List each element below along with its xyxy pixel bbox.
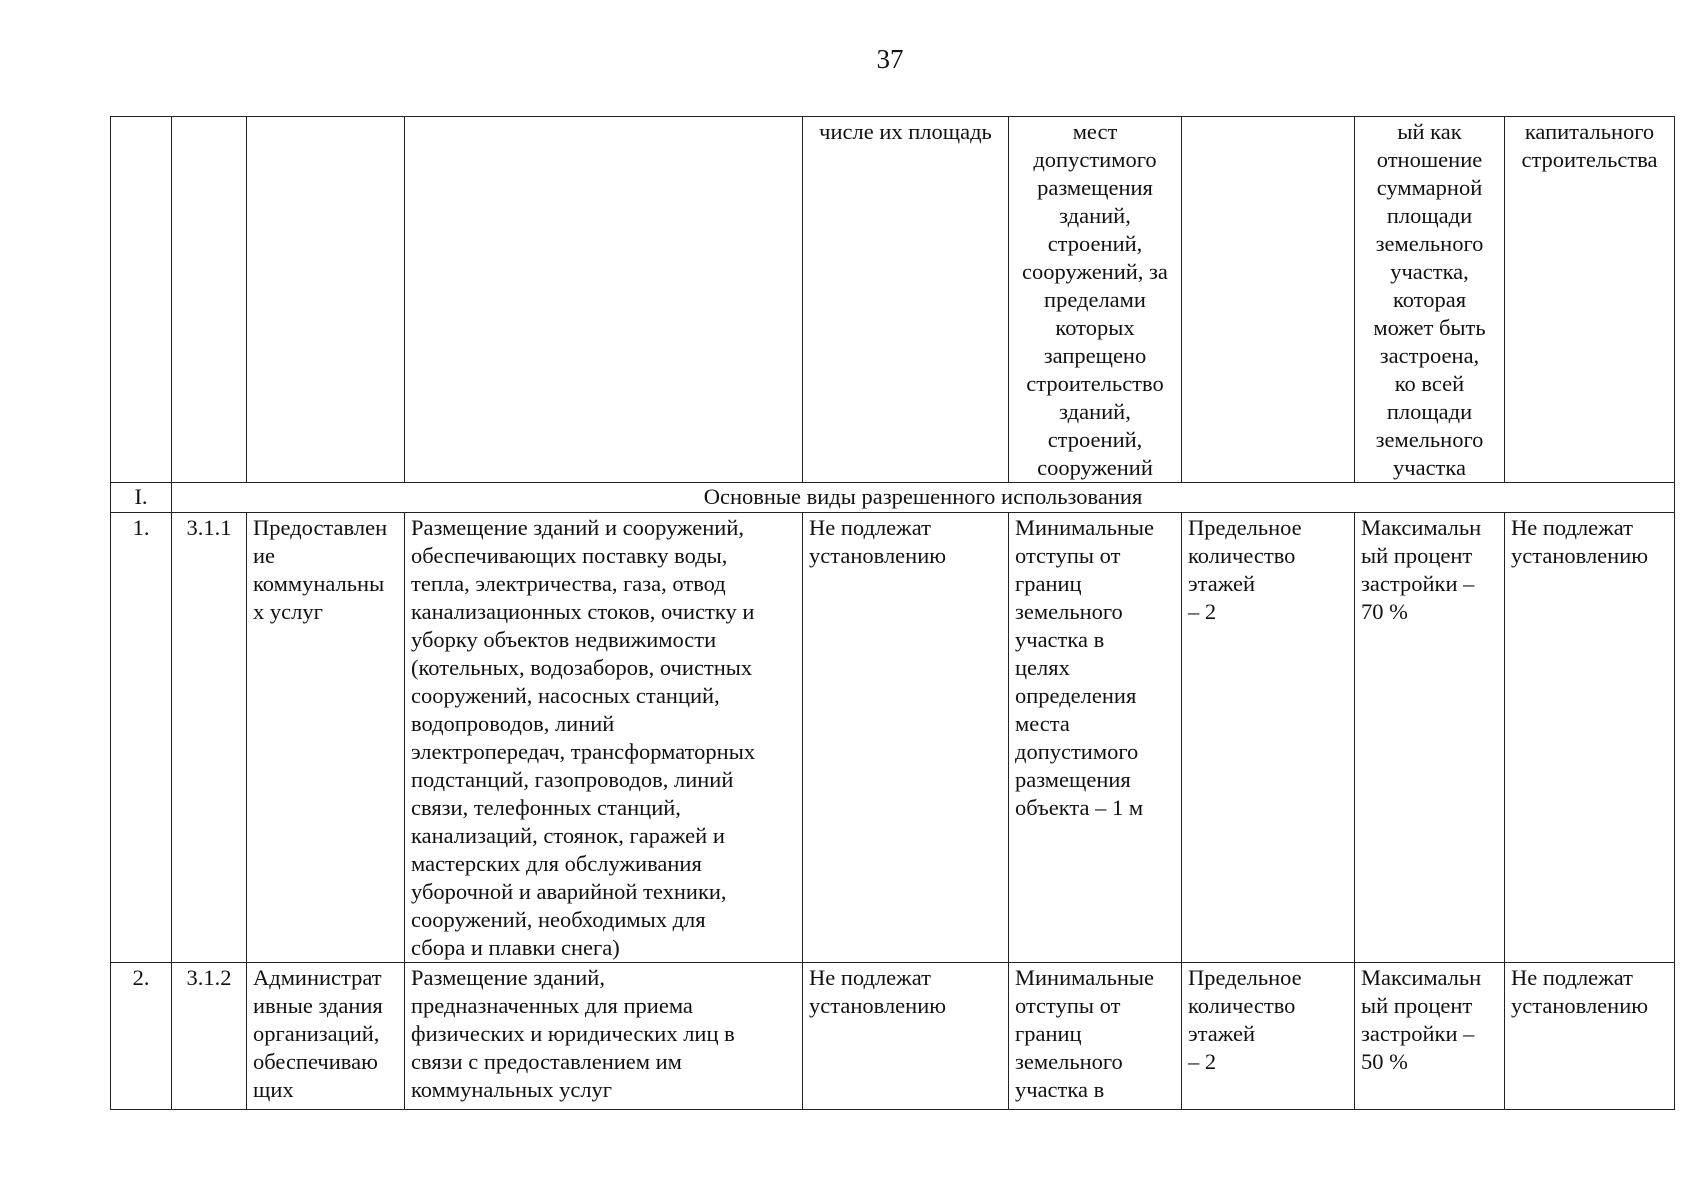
row-setbacks: Минимальные отступы от границ земельного участка в: [1009, 963, 1182, 1110]
row-setbacks: Минимальные отступы от границ земельного участка в целях определения места допустимого размещения объекта – 1 м: [1009, 513, 1182, 963]
header-continuation-row: [111, 117, 1675, 483]
header-cell-floors: [1182, 117, 1355, 483]
section-number: I.: [111, 483, 172, 513]
row-name: Администрат ивные здания организаций, обеспечиваю щих: [247, 963, 405, 1110]
table-row: [111, 513, 1675, 963]
row-coverage: Максимальн ый процент застройки – 50 %: [1355, 963, 1505, 1110]
page-number: 37: [876, 44, 904, 74]
row-name: Предоставлен ие коммунальны х услуг: [247, 513, 405, 963]
row-number: 2.: [111, 963, 172, 1110]
row-area: Не подлежат установлению: [803, 513, 1009, 963]
header-cell-other: капитального строительства: [1505, 117, 1675, 483]
row-description: Размещение зданий, предназначенных для приема физических и юридических лиц в связи с предоставлением им коммунальных услуг: [405, 963, 803, 1110]
row-number: 1.: [111, 513, 172, 963]
section-row: [111, 483, 1675, 513]
header-cell-coverage: ый как отношение суммарной площади земельного участка, которая может быть застроена, ко всей площади земельного участка: [1355, 117, 1505, 483]
row-floors: Предельное количество этажей – 2: [1182, 513, 1355, 963]
row-other: Не подлежат установлению: [1505, 513, 1675, 963]
table-row: [111, 963, 1675, 1110]
regulations-table: [110, 116, 1675, 1110]
header-cell-name: [247, 117, 405, 483]
header-cell-num: [111, 117, 172, 483]
header-cell-code: [172, 117, 247, 483]
row-description: Размещение зданий и сооружений, обеспечивающих поставку воды, тепла, электричества, газа, отвод канализационных стоков, очистку и уборку объектов недвижимости (котельных, водозаборов, очистных сооружений, насосных станций, водопроводов, линий электропередач, трансформаторных подстанций, газопроводов, линий связи, телефонных станций, канализаций, стоянок, гаражей и мастерских для обслуживания уборочной и аварийной техники, сооружений, необходимых для сбора и плавки снега): [405, 513, 803, 963]
row-floors: Предельное количество этажей – 2: [1182, 963, 1355, 1110]
header-cell-area: числе их площадь: [803, 117, 1009, 483]
row-coverage: Максимальн ый процент застройки – 70 %: [1355, 513, 1505, 963]
section-title: Основные виды разрешенного использования: [172, 483, 1675, 513]
header-cell-setbacks: мест допустимого размещения зданий, строений, сооружений, за пределами которых запрещено строительство зданий, строений, сооружений: [1009, 117, 1182, 483]
header-cell-description: [405, 117, 803, 483]
row-code: 3.1.1: [172, 513, 247, 963]
row-other: Не подлежат установлению: [1505, 963, 1675, 1110]
row-area: Не подлежат установлению: [803, 963, 1009, 1110]
row-code: 3.1.2: [172, 963, 247, 1110]
